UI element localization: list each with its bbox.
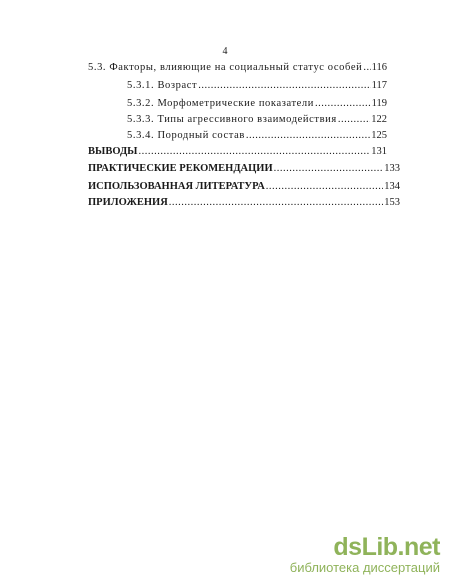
toc-entry-title: 5.3.2. Морфометрические показатели: [127, 98, 314, 109]
toc-dot-leader: [198, 79, 370, 92]
toc-entry-page: 133: [384, 163, 400, 174]
toc-entry-title: ПРАКТИЧЕСКИЕ РЕКОМЕНДАЦИИ: [88, 163, 273, 174]
toc-dot-leader: [274, 162, 384, 175]
toc-entry-5-3-2: [127, 97, 387, 110]
watermark-caption: библиотека диссертаций: [289, 560, 440, 575]
toc-dot-leader: [246, 129, 370, 142]
toc-entry-page: 134: [384, 181, 400, 192]
toc-entry-5-3-4: [127, 129, 387, 142]
toc-entry-title: 5.3.4. Породный состав: [127, 130, 245, 141]
toc-entry-page: 116: [371, 62, 387, 73]
toc-entry-appendices: [88, 196, 400, 209]
toc-entry-references: [88, 180, 400, 193]
watermark-logo: dsLib.net: [333, 533, 440, 561]
toc-dot-leader: [315, 97, 371, 110]
toc-entry-recommendations: [88, 162, 400, 175]
page-number: 4: [222, 46, 228, 57]
dslib-watermark: [288, 533, 446, 577]
toc-entry-5-3-1: [127, 79, 387, 92]
toc-entry-title: ПРИЛОЖЕНИЯ: [88, 197, 168, 208]
toc-entry-page: 131: [371, 146, 387, 157]
toc-entry-page: 119: [371, 98, 387, 109]
toc-entry-page: 125: [371, 130, 387, 141]
toc-entry-title: 5.3. Факторы, влияющие на социальный статус особей: [88, 62, 363, 73]
toc-entry-page: 117: [371, 80, 387, 91]
toc-entry-5-3: [88, 61, 387, 74]
toc-dot-leader: [363, 61, 370, 74]
toc-entry-title: 5.3.1. Возраст: [127, 80, 198, 91]
toc-dot-leader: [139, 145, 371, 158]
toc-entry-page: 122: [371, 114, 387, 125]
toc-entry-title: 5.3.3. Типы агрессивного взаимодействия: [127, 114, 337, 125]
toc-entry-conclusions: [88, 145, 387, 158]
toc-entry-title: ВЫВОДЫ: [88, 146, 138, 157]
toc-dot-leader: [266, 180, 383, 193]
toc-dot-leader: [338, 113, 370, 126]
toc-dot-leader: [169, 196, 383, 209]
toc-entry-5-3-3: [127, 113, 387, 126]
toc-entry-title: ИСПОЛЬЗОВАННАЯ ЛИТЕРАТУРА: [88, 181, 265, 192]
toc-entry-page: 153: [384, 197, 400, 208]
